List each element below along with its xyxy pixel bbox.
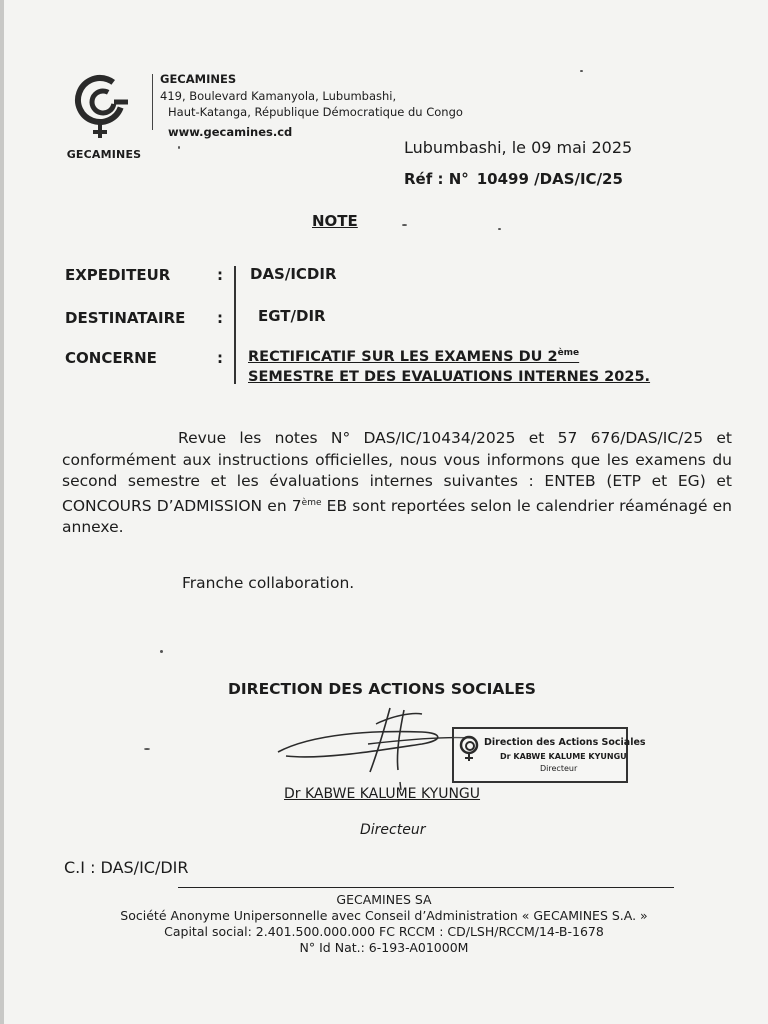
company-name: GECAMINES <box>160 72 237 86</box>
concerne-line2: SEMESTRE ET DES EVALUATIONS INTERNES 2025. <box>248 368 651 385</box>
scan-speck <box>580 70 583 72</box>
signer-name: Dr KABWE KALUME KYUNGU <box>284 786 481 802</box>
closing-line: Franche collaboration. <box>182 574 355 592</box>
date-line: Lubumbashi, le 09 mai 2025 <box>404 138 633 157</box>
scan-edge <box>0 0 4 1024</box>
department-title: DIRECTION DES ACTIONS SOCIALES <box>228 680 536 698</box>
company-block <box>160 71 463 140</box>
footer-company: GECAMINES SA <box>336 892 432 907</box>
address-line1: 419, Boulevard Kamanyola, Lubumbashi, <box>160 88 397 103</box>
concerne-line1: RECTIFICATIF SUR LES EXAMENS DU 2ème <box>248 348 580 365</box>
footer <box>0 892 768 956</box>
destinataire-colon: : <box>217 309 223 327</box>
gecamines-logo <box>64 74 144 166</box>
expediteur-value: DAS/ICDIR <box>250 265 337 283</box>
address-line2: Haut-Katanga, République Démocratique du Congo <box>168 105 463 119</box>
header-divider <box>152 74 153 130</box>
expediteur-label: EXPEDITEUR <box>65 266 171 284</box>
body-superscript: ème <box>301 497 322 508</box>
stamp-logo-icon <box>458 735 482 763</box>
concerne-label: CONCERNE <box>65 349 157 367</box>
concerne-value <box>248 343 650 387</box>
handwritten-signature <box>272 700 482 790</box>
scan-speck <box>178 146 180 149</box>
official-stamp <box>452 727 646 783</box>
footer-id: N° Id Nat.: 6-193-A01000M <box>299 940 469 955</box>
fields-divider <box>234 266 236 384</box>
logo-caption: GECAMINES <box>66 148 142 161</box>
scan-speck <box>160 650 163 653</box>
company-website: www.gecamines.cd <box>168 124 293 139</box>
scan-speck <box>144 748 150 750</box>
concerne-superscript: ème <box>557 348 580 358</box>
footer-rule <box>178 887 674 888</box>
reference-line <box>404 170 623 188</box>
ref-number: 10499 /DAS/IC/25 <box>476 170 623 188</box>
footer-capital: Capital social: 2.401.500.000.000 FC RCCM : CD/LSH/RCCM/14-B-1678 <box>164 924 604 939</box>
signer-role: Directeur <box>360 822 426 838</box>
stamp-role: Directeur <box>540 764 578 773</box>
footer-legal: Société Anonyme Unipersonnelle avec Conseil d’Administration « GECAMINES S.A. » <box>120 908 648 923</box>
expediteur-colon: : <box>217 266 223 284</box>
gecamines-emblem-icon <box>70 74 138 146</box>
stamp-name: Dr KABWE KALUME KYUNGU <box>500 752 627 761</box>
destinataire-value: EGT/DIR <box>258 307 326 325</box>
copy-info: C.I : DAS/IC/DIR <box>64 858 189 877</box>
ref-label: Réf : N° <box>404 170 469 188</box>
destinataire-label: DESTINATAIRE <box>65 309 186 327</box>
note-title: NOTE <box>312 212 358 230</box>
scan-speck <box>498 228 501 230</box>
stamp-title: Direction des Actions Sociales <box>484 737 646 748</box>
concerne-colon: : <box>217 349 223 367</box>
scan-speck <box>402 224 407 226</box>
body-paragraph: Revue les notes N° DAS/IC/10434/2025 et 57 676/DAS/IC/25 et conformément aux instructions officielles, nous vous informons que les examens du second semestre et les évaluations internes suivantes : ENTEB (ETP et EG) et CONCOURS D’ADMISSION en 7ème EB sont reportées selon le calendrier réaménagé en annexe. <box>62 429 732 537</box>
